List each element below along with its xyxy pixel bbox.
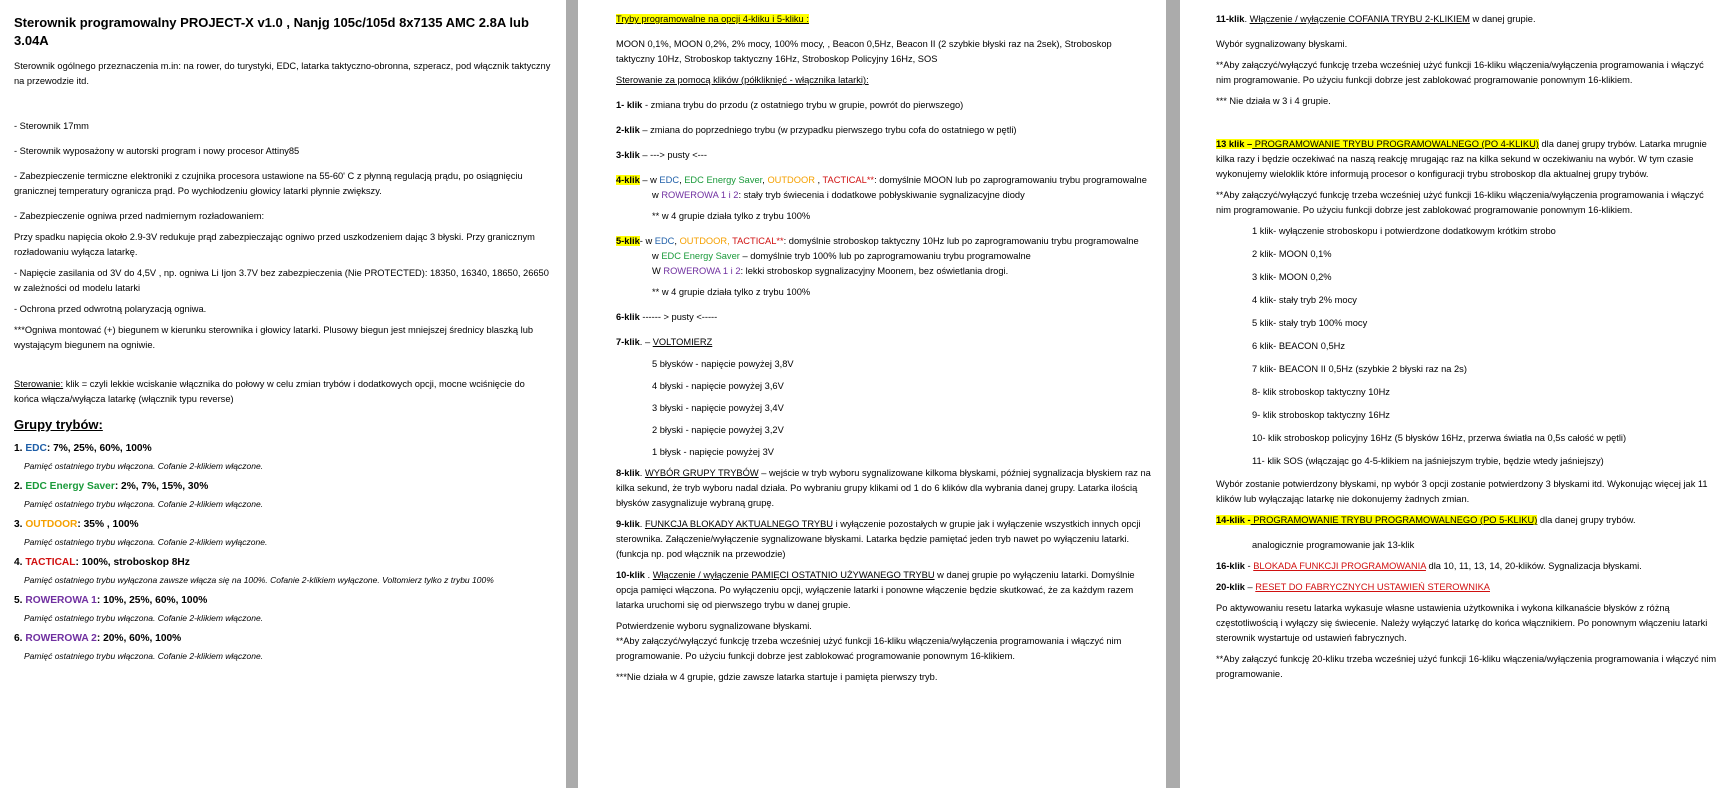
strobe-option: 8- klik stroboskop taktyczny 10Hz bbox=[1252, 387, 1390, 397]
group-4-note: ***Nie działa w 4 grupie, gdzie zawsze latarka startuje i pamięta pierwszy tryb. bbox=[616, 672, 938, 682]
strobe-option: 2 klik- MOON 0,1% bbox=[1252, 249, 1332, 259]
feature-discharge: - Zabezpieczenie ogniwa przed nadmiernym rozładowaniem: bbox=[14, 211, 265, 221]
click-7: 7-klik. – VOLTOMIERZ bbox=[616, 337, 713, 347]
strobe-options-list bbox=[1216, 224, 1720, 469]
click-10: 10-klik . Włączenie / wyłączenie PAMIĘCI OSTATNIO UŻYWANEGO TRYBU w danej grupie po wyłączeniu latarki. Domyślnie opcja pamięci włączona. Po wyłączeniu opcji, wyłączenie latarki i ponowne włączenie będzie skutkować, że za każdym razem latarka uruchomi się od pierwszego trybu w danej grupie. bbox=[616, 570, 1135, 610]
voltmeter-item: 3 błyski - napięcie powyżej 3,4V bbox=[652, 403, 784, 413]
group-name: EDC Energy Saver bbox=[25, 481, 115, 492]
group-note: Pamięć ostatniego trybu włączona. Cofanie 2-klikiem włączone. bbox=[24, 499, 264, 509]
click-13: 13 klik – PROGRAMOWANIE TRYBU PROGRAMOWALNEGO (PO 4-KLIKU) dla danej grupy trybów. Latarka mrugnie kilka razy i będzie oczekiwać na naszą reakcję mrugając raz na kilka sekund w oczekiwaniu na wybór. W tym czasie wykonujemy wieloklik które informują procesor o konfiguracji trybu stroboskop dla aktualnej grupy trybów. bbox=[1216, 139, 1707, 179]
reset-programming-note: **Aby załączyć funkcję 20-kliku trzeba wcześniej użyć funkcji 16-kliku włączenia/wyłączenia programowania i włączyć nim programowanie. bbox=[1216, 654, 1717, 679]
group-item: 6. ROWEROWA 2: 20%, 60%, 100% bbox=[14, 633, 182, 644]
feature-processor: - Sterownik wyposażony w autorski program i nowy procesor Attiny85 bbox=[14, 146, 300, 156]
group-item: 3. OUTDOOR: 35% , 100% bbox=[14, 519, 139, 530]
strobe-option: 6 klik- BEACON 0,5Hz bbox=[1252, 341, 1345, 351]
group-name: OUTDOOR bbox=[25, 519, 78, 530]
click-20: 20-klik – RESET DO FABRYCZNYCH USTAWIEŃ STEROWNIKA bbox=[1216, 582, 1490, 592]
strobe-option: 1 klik- wyłączenie stroboskopu i potwierdzone dodatkowym krótkim strobo bbox=[1252, 226, 1556, 236]
click-5-rowerowa: W ROWEROWA 1 i 2: lekki stroboskop sygnalizacyjny Moonem, bez oświetlania drogi. bbox=[652, 266, 1009, 276]
strobe-option: 5 klik- stały tryb 100% mocy bbox=[1252, 318, 1368, 328]
strobe-option: 10- klik stroboskop policyjny 16Hz (5 błysków 16Hz, przerwa światła na 0,5s całość w pętli) bbox=[1252, 433, 1627, 443]
feature-voltage: - Napięcie zasilania od 3V do 4,5V , np. ogniwa Li Ijon 3.7V bez zabezpieczenia (Nie PROTECTED): 18350, 16340, 18650, 26650 w zależności od modelu latarki bbox=[14, 268, 549, 293]
click-16: 16-klik - BLOKADA FUNKCJI PROGRAMOWANIA dla 10, 11, 13, 14, 20-klików. Sygnalizacja błyskami. bbox=[1216, 561, 1642, 571]
strobe-option: 3 klik- MOON 0,2% bbox=[1252, 272, 1332, 282]
click-8: 8-klik. WYBÓR GRUPY TRYBÓW – wejście w tryb wyboru sygnalizowane kilkoma błyskami, później sygnalizacja błyskiem raz na kilka sekund, że tryb wyboru nadal działa. Po wybraniu grupy klikami od 1 do 6 klików dla wybrania danej grupy. Latarka ilością błysków zasygnalizuje wybraną grupę. bbox=[616, 468, 1151, 508]
click-4-note: ** w 4 grupie działa tylko z trybu 100% bbox=[652, 211, 811, 221]
click-5: 5-klik- w EDC, OUTDOOR, TACTICAL**: domyślnie stroboskop taktyczny 10Hz lub po zaprogramowaniu trybu programowalne bbox=[616, 236, 1139, 246]
click-1: 1- klik - zmiana trybu do przodu (z ostatniego trybu w grupie, powrót do pierwszego) bbox=[616, 100, 964, 110]
group-name: TACTICAL bbox=[25, 557, 76, 568]
click-2: 2-klik – zmiana do poprzedniego trybu (w przypadku pierwszego trybu cofa do ostatniego w pętli) bbox=[616, 125, 1017, 135]
click-11-programming-note: **Aby załączyć/wyłączyć funkcję trzeba wcześniej użyć funkcji 16-kliku włączenia/wyłączenia programowania i włączyć nim programowanie. Po użyciu funkcji dobrze jest zablokować programowanie ponownym 16-klikiem. bbox=[1216, 60, 1704, 85]
confirmation-note: Potwierdzenie wyboru sygnalizowane błyskami. bbox=[616, 621, 812, 631]
programmable-modes-list: MOON 0,1%, MOON 0,2%, 2% mocy, 100% mocy, , Beacon 0,5Hz, Beacon II (2 szybkie błyski raz na 2sek), Stroboskop taktyczny 10Hz, Stroboskop taktyczny 16Hz, Stroboskop Policyjny 16Hz, SOS bbox=[616, 39, 1112, 64]
reset-description: Po aktywowaniu resetu latarka wykasuje własne ustawienia użytkownika i wykona kilkanaście błysków z różną częstotliwością i wyłączy się świecenie. Należy wyłączyć latarkę do końca włącznikiem. Po ponownym włączeniu latarki sterownik wystartuje od ustawień fabrycznych. bbox=[1216, 603, 1708, 643]
group-item: 2. EDC Energy Saver: 2%, 7%, 15%, 30% bbox=[14, 481, 209, 492]
group-note: Pamięć ostatniego trybu włączona. Cofanie 2-klikiem wyłączone. bbox=[24, 537, 268, 547]
click-4-rowerowa: w ROWEROWA 1 i 2: stały tryb świecenia i dodatkowe pobłyskiwanie sygnalizacyjne diody bbox=[652, 190, 1025, 200]
click-5-note: ** w 4 grupie działa tylko z trybu 100% bbox=[652, 287, 811, 297]
programming-note: **Aby załączyć/wyłączyć funkcję trzeba wcześniej użyć funkcji 16-kliku włączenia/wyłączenia programowania i włączyć nim programowanie. Po użyciu funkcji dobrze jest zablokować programowanie ponownym 16-klikiem. bbox=[616, 636, 1122, 661]
group-note: Pamięć ostatniego trybu wyłączona zawsze włącza się na 100%. Cofanie 2-klikiem wyłączone. Voltomierz tylko z trybu 100% bbox=[24, 575, 494, 585]
strobe-option: 4 klik- stały tryb 2% mocy bbox=[1252, 295, 1357, 305]
group-name: ROWEROWA 1 bbox=[25, 595, 97, 606]
click-11: 11-klik. Włączenie / wyłączenie COFANIA TRYBU 2-KLIKIEM w danej grupie. bbox=[1216, 14, 1536, 24]
click-6: 6-klik ------ > pusty <----- bbox=[616, 312, 718, 322]
battery-note: ***Ogniwa montować (+) biegunem w kierunku sterownika i głowicy latarki. Plusowy biegun jest mniejszej średnicy blaszką lub wystającym biegunem na ogniwie. bbox=[14, 325, 534, 350]
click-14: 14-klik - PROGRAMOWANIE TRYBU PROGRAMOWALNEGO (PO 5-KLIKU) dla danej grupy trybów. bbox=[1216, 515, 1636, 525]
control-description: Sterowanie: klik = czyli lekkie wciskanie włącznika do połowy w celu zmian trybów i dodatkowych opcji, mocne wciśnięcie do końca włącza/wyłącza latarkę (włącznik typu reverse) bbox=[14, 379, 525, 404]
click-4: 4-klik – w EDC, EDC Energy Saver, OUTDOOR , TACTICAL**: domyślnie MOON lub po zaprogramowaniu trybu programowalne bbox=[616, 175, 1147, 185]
group-item: 4. TACTICAL: 100%, stroboskop 8Hz bbox=[14, 557, 190, 568]
control-header: Sterowanie za pomocą klików (półkliknięć - włącznika latarki): bbox=[616, 75, 869, 85]
feature-discharge-detail: Przy spadku napięcia około 2.9-3V redukuje prąd zabezpieczając ogniwo przed uszkodzeniem dając 3 błyski. Przy granicznym rozładowaniu wyłącza latarkę. bbox=[14, 232, 535, 257]
page-3 bbox=[1180, 0, 1734, 788]
feature-size: - Sterownik 17mm bbox=[14, 121, 89, 131]
voltmeter-list bbox=[616, 357, 1152, 460]
group-name: EDC bbox=[25, 443, 47, 454]
document-title: Sterownik programowalny PROJECT-X v1.0 , Nanjg 105c/105d 8x7135 AMC 2.8A lub 3.04A bbox=[14, 15, 529, 48]
click-5-energy-saver: w EDC Energy Saver – domyślnie tryb 100% lub po zaprogramowaniu trybu programowalne bbox=[652, 251, 1031, 261]
click-3: 3-klik – ---> pusty <--- bbox=[616, 150, 707, 160]
groups-list bbox=[14, 441, 552, 663]
voltmeter-item: 1 błysk - napięcie powyżej 3V bbox=[652, 447, 774, 457]
click-9: 9-klik. FUNKCJA BLOKADY AKTUALNEGO TRYBU i wyłączenie pozostałych w grupie jak i wyłączenie wszystkich innych opcji sterownika. Załączenie/wyłączenie sygnalizowane błyskami. Latarka będzie pamiętać jeden tryb nawet po wyłączeniu latarki. (funkcja np. pod włącznik na przewodzie) bbox=[616, 519, 1141, 559]
click-11-signal: Wybór sygnalizowany błyskami. bbox=[1216, 39, 1348, 49]
feature-polarity: - Ochrona przed odwrotną polaryzacją ogniwa. bbox=[14, 304, 207, 314]
group-note: Pamięć ostatniego trybu włączona. Cofanie 2-klikiem włączone. bbox=[24, 461, 264, 471]
click-11-group-note: *** Nie działa w 3 i 4 grupie. bbox=[1216, 96, 1331, 106]
page-2 bbox=[578, 0, 1166, 788]
click-14-note: analogicznie programowanie jak 13-klik bbox=[1252, 540, 1415, 550]
voltmeter-item: 4 błyski - napięcie powyżej 3,6V bbox=[652, 381, 784, 391]
voltmeter-item: 5 błysków - napięcie powyżej 3,8V bbox=[652, 359, 794, 369]
strobe-option: 11- klik SOS (włączając go 4-5-klikiem na jaśniejszym trybie, będzie wtedy jaśniejszy) bbox=[1252, 456, 1604, 466]
strobe-option: 9- klik stroboskop taktyczny 16Hz bbox=[1252, 410, 1390, 420]
strobe-option: 7 klik- BEACON II 0,5Hz (szybkie 2 błyski raz na 2s) bbox=[1252, 364, 1467, 374]
group-name: ROWEROWA 2 bbox=[25, 633, 97, 644]
programmable-modes-header: Tryby programowalne na opcji 4-kliku i 5-kliku : bbox=[616, 14, 809, 24]
group-note: Pamięć ostatniego trybu włączona. Cofanie 2-klikiem włączone. bbox=[24, 651, 264, 661]
feature-thermal: - Zabezpieczenie termiczne elektroniki z czujnika procesora ustawione na 55-60' C z płynną regulacją prądu, po osiągnięciu granicznej temperatury ogranicza prąd. Po wychłodzeniu głowicy latarki płynnie zwiększy. bbox=[14, 171, 523, 196]
groups-title: Grupy trybów: bbox=[14, 417, 103, 432]
voltmeter-item: 2 błyski - napięcie powyżej 3,2V bbox=[652, 425, 784, 435]
page-1 bbox=[0, 0, 566, 788]
confirmation-info: Wybór zostanie potwierdzony błyskami, np wybór 3 opcji zostanie potwierdzony 3 błyskami itd. Wykonując więcej jak 11 klików lub wyłączając latarkę nie dokonujemy żadnych zmian. bbox=[1216, 479, 1708, 504]
control-label: Sterowanie: bbox=[14, 379, 64, 389]
group-note: Pamięć ostatniego trybu włączona. Cofanie 2-klikiem włączone. bbox=[24, 613, 264, 623]
group-item: 1. EDC: 7%, 25%, 60%, 100% bbox=[14, 443, 152, 454]
click-13-programming-note: **Aby załączyć/wyłączyć funkcję trzeba wcześniej użyć funkcji 16-kliku włączenia/wyłączenia programowania i włączyć nim programowanie. Po użyciu funkcji dobrze jest zablokować programowanie ponownym 16-klikiem. bbox=[1216, 190, 1704, 215]
intro-paragraph: Sterownik ogólnego przeznaczenia m.in: na rower, do turystyki, EDC, latarka taktyczno-obronna, szperacz, pod włącznik taktyczny na przewodzie itd. bbox=[14, 61, 551, 86]
group-item: 5. ROWEROWA 1: 10%, 25%, 60%, 100% bbox=[14, 595, 208, 606]
